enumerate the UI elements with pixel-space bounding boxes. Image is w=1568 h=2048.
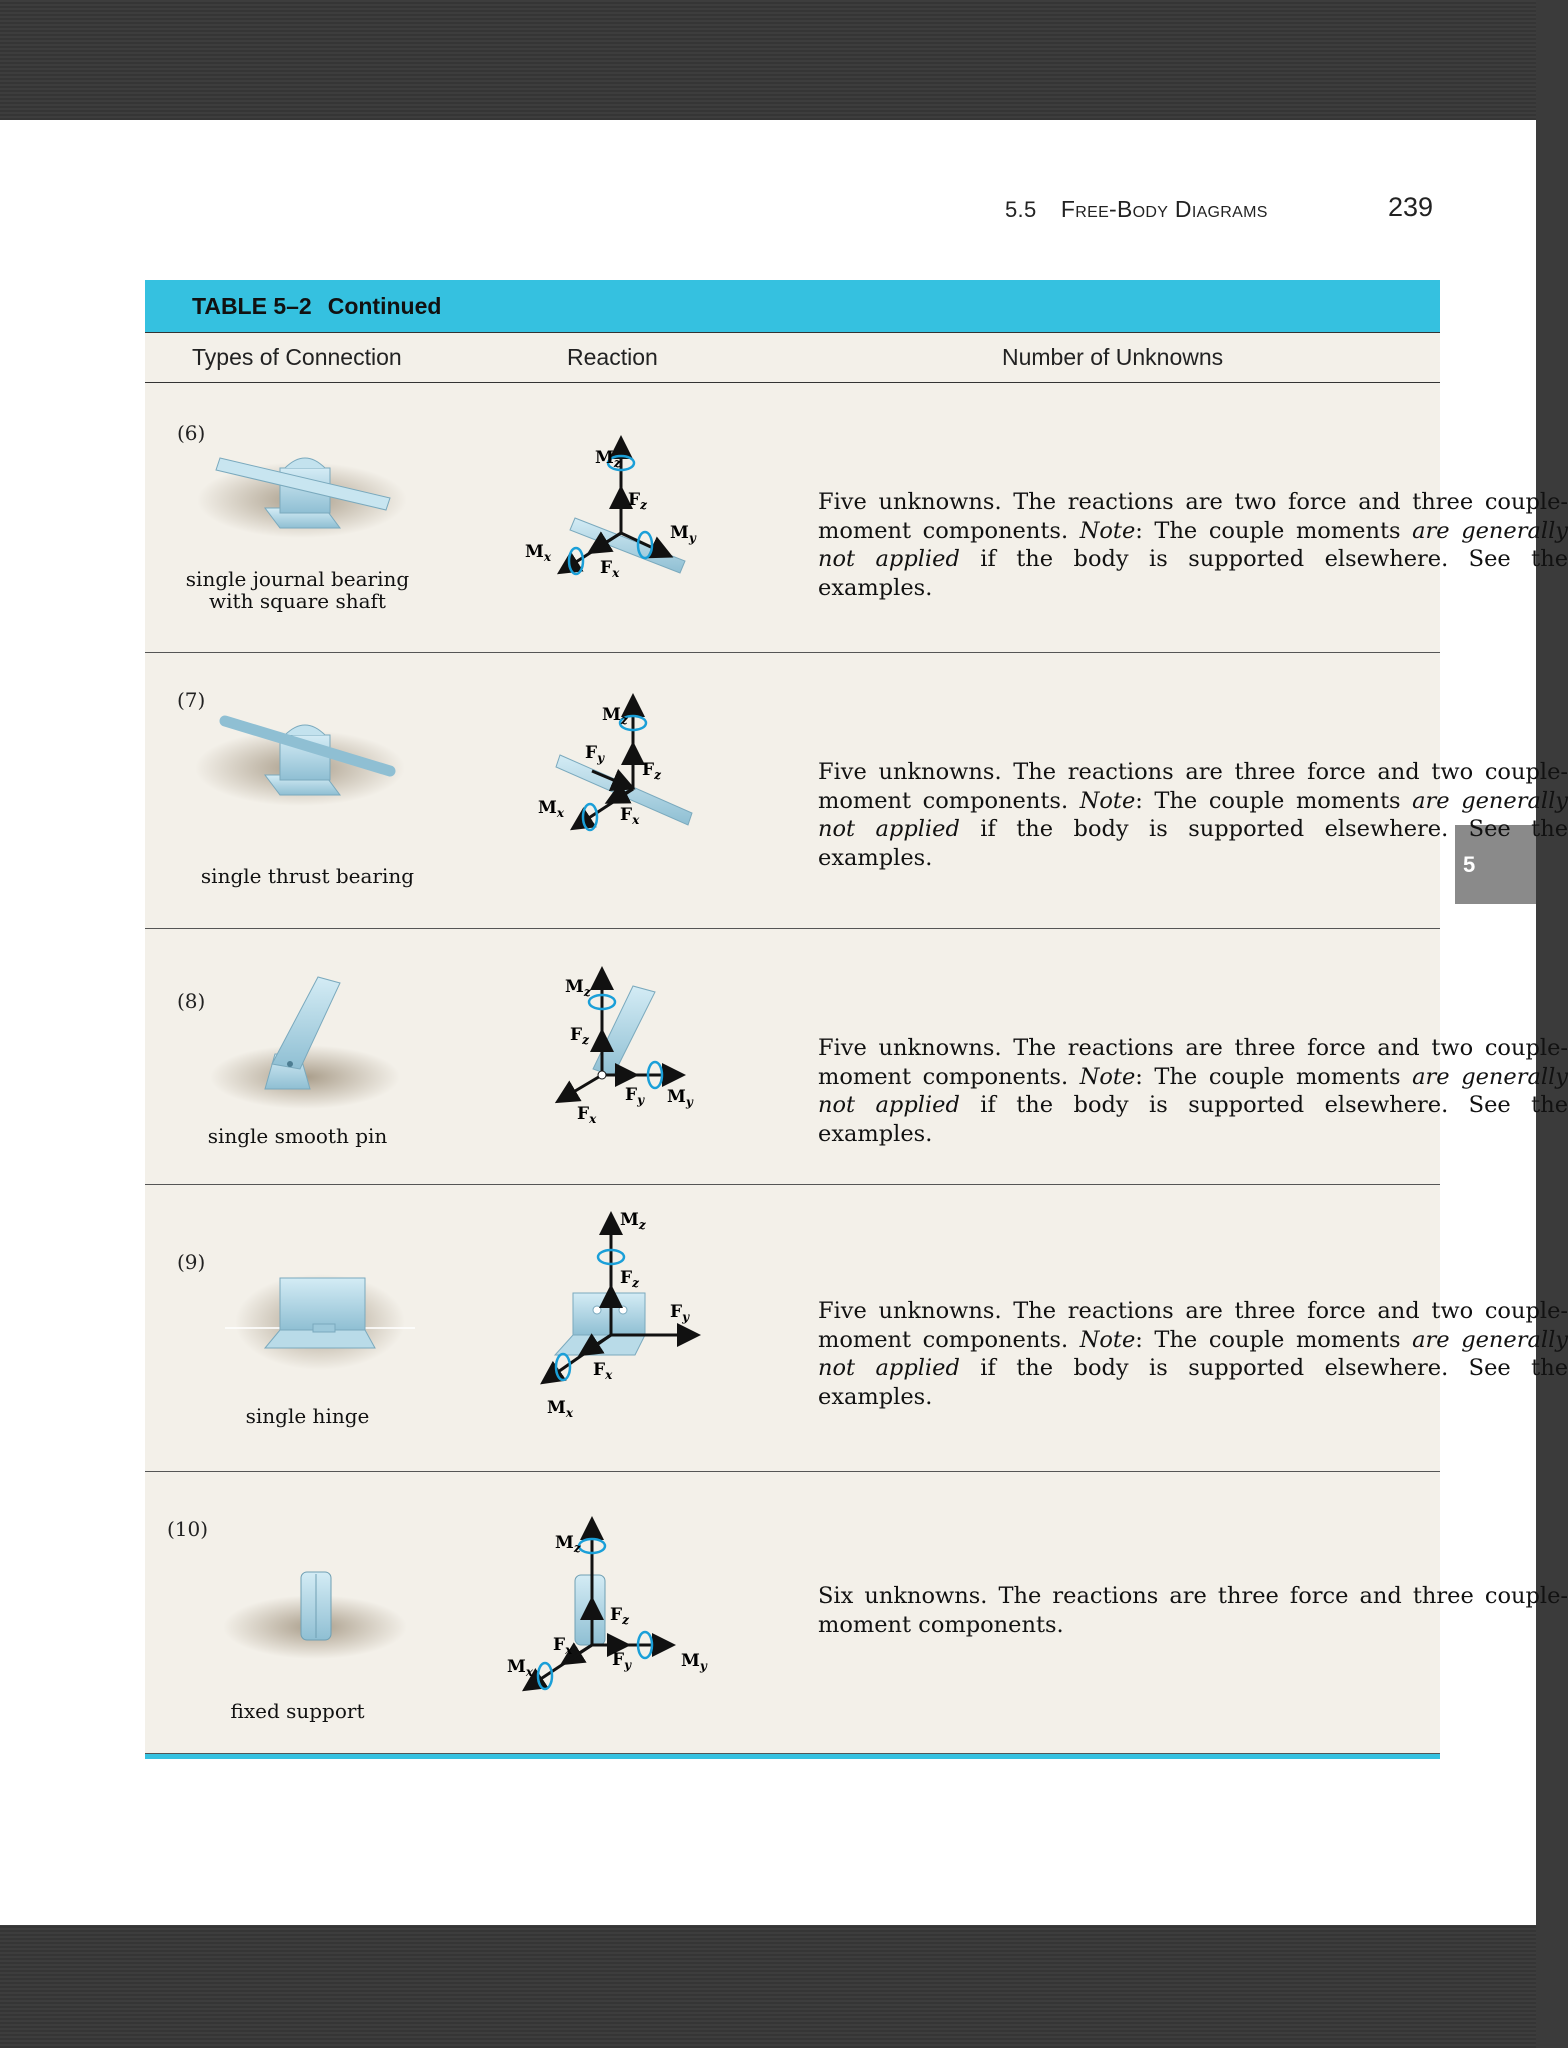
reaction-label: $F_z$ bbox=[570, 1025, 589, 1047]
hinge-image bbox=[225, 1260, 415, 1380]
section-number: 5.5 bbox=[1005, 197, 1037, 222]
reaction-label: $F_z$ bbox=[610, 1605, 629, 1627]
journal-bearing-image bbox=[190, 428, 410, 543]
smooth-pin-image bbox=[210, 969, 410, 1109]
connection-label: single hinge bbox=[245, 1404, 370, 1428]
unknowns-description: Five unknowns. The reactions are three force and two couple-moment components. Note: The couple moments are generally not applied if the body is supported elsewhere. See the examples. bbox=[818, 1298, 1568, 1410]
connection-label bbox=[185, 568, 410, 612]
reaction-label: $F_y$ bbox=[585, 743, 605, 765]
reaction-label: $M_z$ bbox=[595, 448, 621, 470]
reaction-label: $F_x$ bbox=[577, 1104, 597, 1126]
unknowns-description: Six unknowns. The reactions are three force and three couple-moment components. bbox=[818, 1583, 1568, 1638]
reaction-diagram bbox=[505, 964, 705, 1124]
reaction-label: $M_z$ bbox=[555, 1533, 581, 1555]
unknowns-description: Five unknowns. The reactions are two force and three couple-moment components. Note: The couple moments are generally not applied if the body is supported elsewhere. See the examples. bbox=[818, 489, 1568, 601]
col-header-connection: Types of Connection bbox=[192, 344, 402, 370]
col-header-unknowns: Number of Unknowns bbox=[1002, 344, 1224, 370]
chapter-tab[interactable]: 5 bbox=[1455, 825, 1536, 904]
column-headers bbox=[145, 332, 1440, 383]
viewer-top-bar bbox=[0, 0, 1536, 120]
table-number: TABLE 5–2 bbox=[192, 292, 312, 319]
col-header-reaction: Reaction bbox=[567, 344, 658, 370]
reaction-label: $M_z$ bbox=[602, 705, 628, 727]
unknowns-description: Five unknowns. The reactions are three force and two couple-moment components. Note: The couple moments are generally not applied if the body is supported elsewhere. See the examples. bbox=[818, 759, 1568, 871]
reaction-label: $F_x$ bbox=[553, 1635, 573, 1657]
reaction-diagram bbox=[475, 1520, 715, 1710]
reaction-label: $F_y$ bbox=[625, 1085, 645, 1107]
connection-label: fixed support bbox=[230, 1699, 365, 1723]
row-number: (6) bbox=[177, 421, 206, 445]
table-bottom-rule bbox=[145, 1754, 1440, 1759]
reaction-label: $M_x$ bbox=[538, 798, 564, 820]
row-number: (8) bbox=[177, 989, 206, 1013]
running-head bbox=[1005, 196, 1268, 223]
row-number: (9) bbox=[177, 1250, 206, 1274]
reaction-label: $M_x$ bbox=[525, 542, 551, 564]
reaction-label: $F_y$ bbox=[670, 1302, 690, 1324]
thrust-bearing-image bbox=[190, 693, 410, 808]
reaction-diagram bbox=[505, 1205, 715, 1435]
connection-label: single thrust bearing bbox=[200, 864, 415, 888]
reaction-label: $F_y$ bbox=[612, 1650, 632, 1672]
reaction-label: $M_x$ bbox=[507, 1657, 533, 1679]
label-line-1: single journal bearing bbox=[185, 567, 410, 591]
book-page bbox=[0, 120, 1568, 1925]
viewer-bottom-bar bbox=[0, 1925, 1536, 2048]
table-row bbox=[145, 383, 1568, 653]
label-line-2: with square shaft bbox=[209, 589, 386, 613]
reaction-label: $F_z$ bbox=[620, 1268, 639, 1290]
table-row bbox=[145, 1185, 1568, 1472]
reaction-label: $M_y$ bbox=[667, 1087, 693, 1109]
row-number: (10) bbox=[167, 1517, 209, 1541]
table-title-bar bbox=[145, 280, 1440, 332]
reaction-label: $M_x$ bbox=[547, 1398, 573, 1420]
reaction-label: $F_z$ bbox=[628, 490, 647, 512]
row-number: (7) bbox=[177, 688, 206, 712]
reaction-label: $M_y$ bbox=[670, 523, 696, 545]
reaction-label: $M_z$ bbox=[565, 977, 591, 999]
reaction-label: $F_x$ bbox=[593, 1360, 613, 1382]
unknowns-description: Five unknowns. The reactions are three force and two couple-moment components. Note: The couple moments are generally not applied if the body is supported elsewhere. See the examples. bbox=[818, 1035, 1568, 1147]
fixed-support-image bbox=[215, 1542, 415, 1662]
reaction-diagram bbox=[520, 693, 715, 853]
table-row bbox=[145, 929, 1568, 1185]
reaction-label: $F_x$ bbox=[600, 558, 620, 580]
reaction-label: $F_z$ bbox=[642, 760, 661, 782]
table-row bbox=[145, 1472, 1568, 1754]
reaction-label: $M_z$ bbox=[620, 1210, 646, 1232]
reaction-label: $F_x$ bbox=[620, 805, 640, 827]
table-row bbox=[145, 653, 1568, 929]
connections-table bbox=[145, 280, 1568, 1759]
reaction-label: $M_y$ bbox=[681, 1651, 707, 1673]
page-number: 239 bbox=[1388, 192, 1434, 222]
section-title: Free-Body Diagrams bbox=[1060, 196, 1268, 222]
reaction-diagram bbox=[520, 433, 715, 593]
connection-label: single smooth pin bbox=[207, 1124, 388, 1148]
table-continued: Continued bbox=[327, 292, 442, 319]
